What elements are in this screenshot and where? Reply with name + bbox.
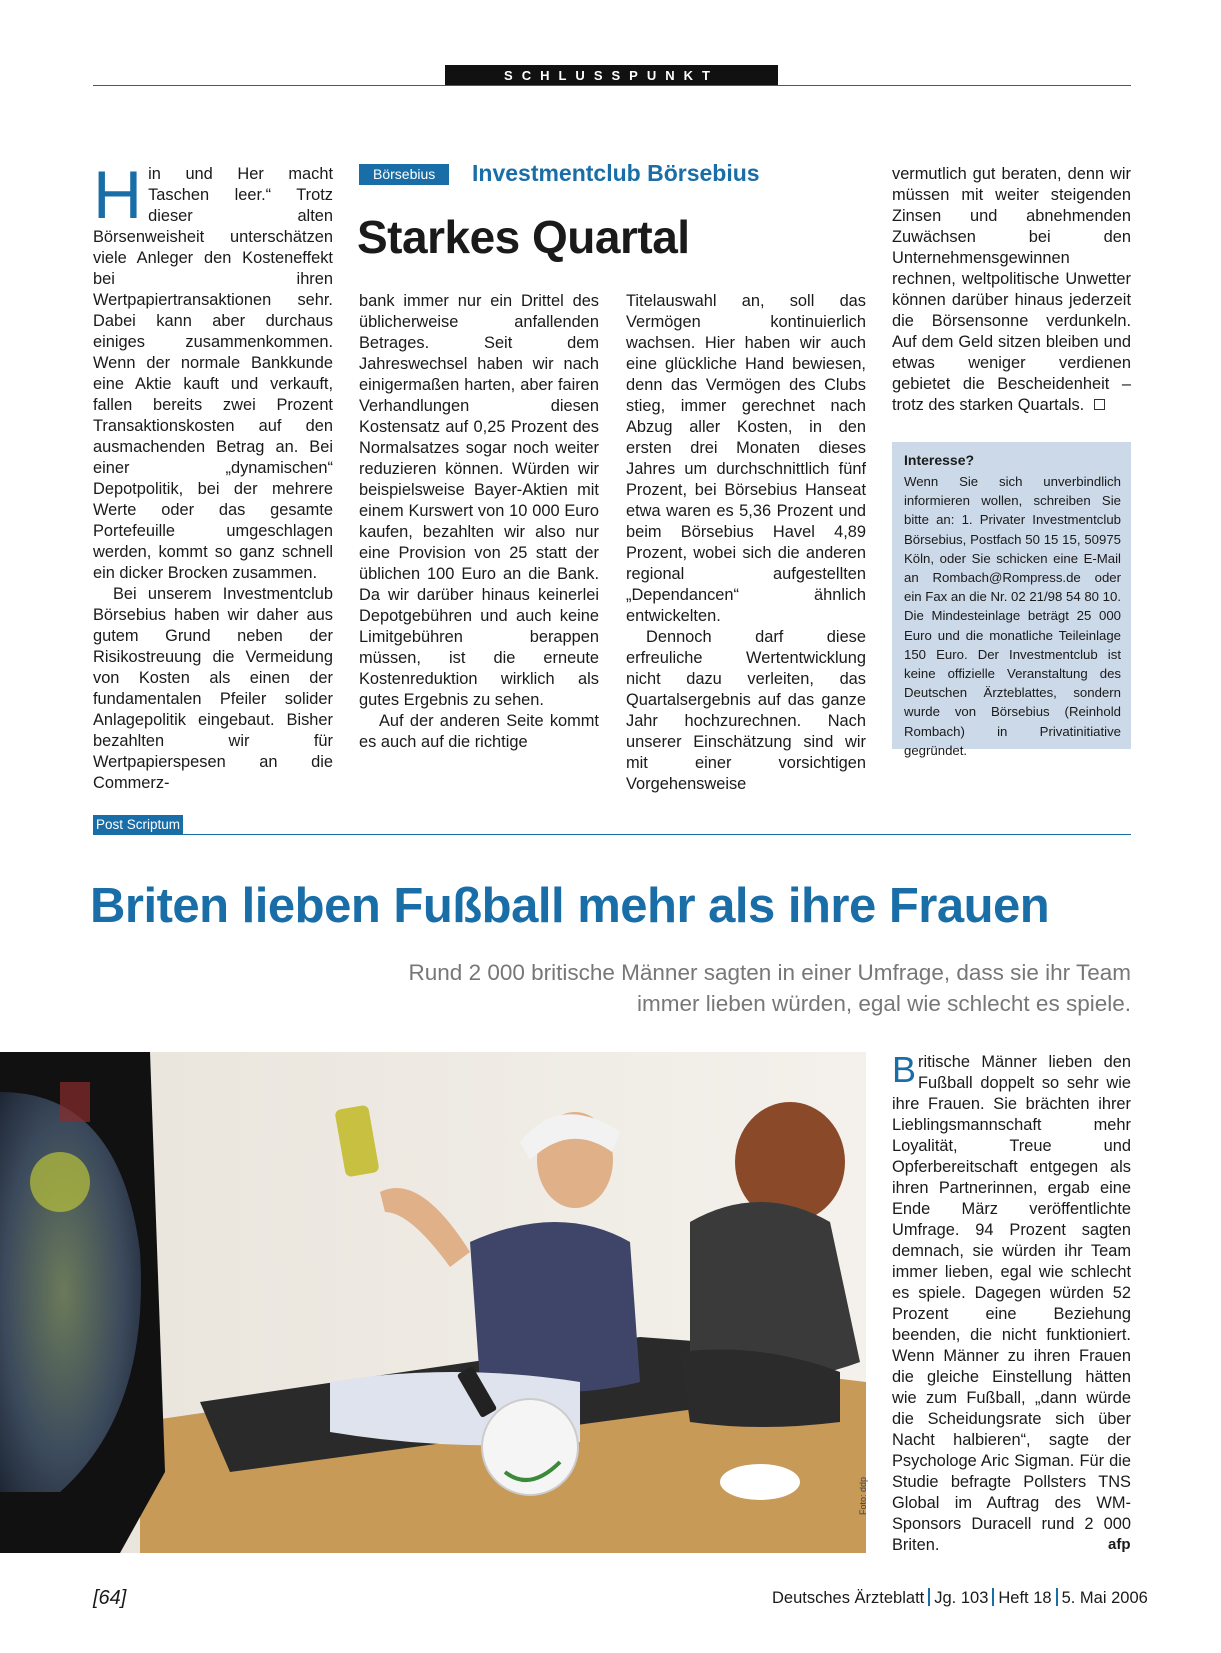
dropcap: H: [93, 157, 143, 233]
rubric-tag: Post Scriptum: [93, 815, 183, 835]
article-kicker: Investmentclub Börsebius: [472, 160, 760, 186]
paragraph: Dennoch darf diese erfreuliche Wertentwicklung nicht dazu verleiten, das Quartalsergebnis auf das ganze Jahr hochzurechnen. Nach unserer Einschätzung sind wir mit einer vorsichtigen Vorgehensweise: [626, 628, 866, 793]
paragraph: Titelauswahl an, soll das Vermögen kontinuierlich wachsen. Hier haben wir auch eine glückliche Hand bewiesen, denn das Vermögen des Clubs stieg, immer gerechnet nach Abzug aller Kosten, in den ersten drei Monaten dieses Jahres um durchschnittlich fünf Prozent, bei Börsebius Hanseat etwa waren es 5,36 Prozent und beim Börsebius Havel 4,89 Prozent, wobei sich die anderen regional aufgestellten „Dependancen“ ähnlich entwickelten.: [626, 292, 866, 625]
photo-credit: Foto: ddp: [858, 1476, 868, 1515]
page-number: [64]: [93, 1587, 127, 1609]
end-mark-icon: [1094, 399, 1105, 410]
article1-column-2: [359, 291, 599, 753]
article1-column-3: [626, 291, 866, 795]
info-box-text: Wenn Sie sich unverbindlich informieren wollen, schreiben Sie bitte an: 1. Privater Investmentclub Börsebius, Postfach 50 15 15, 50975 Köln, oder Sie schicken eine E-Mail an Rombach@Rompress.de oder ein Fax an die Nr. 02 21/98 54 80 10. Die Mindesteinlage beträgt 25 000 Euro und die monatliche Teileinlage 150 Euro. Der Investmentclub ist keine offizielle Veranstaltung des Deutschen Ärzteblattes, sondern wurde von Börsebius (Reinhold Rombach) in Privatinitiative gegründet.: [904, 474, 1122, 758]
article-teaser: Rund 2 000 britische Männer sagten in einer Umfrage, dass sie ihr Team immer lieben würden, egal wie schlecht es spiele.: [408, 960, 1131, 1016]
date: 5. Mai 2006: [1061, 1589, 1148, 1607]
separator: [1056, 1588, 1058, 1606]
paragraph: in und Her macht Taschen leer.“ Trotz dieser alten Börsenweisheit unterschätzen viele Anleger den Kosteneffekt bei ihren Wertpapiertransaktionen sehr. Dabei kann aber durchaus einiges zusammenkommen. Wenn der normale Bankkunde eine Aktie kauft und verkauft, fallen bereits zwei Prozent Transaktionskosten auf den ausmachenden Betrag an. Bei einer „dynamischen“ Depotpolitik, bei der mehrere Werte oder das gesamte Portefeuille umgeschlagen werden, kommt so ganz schnell ein dicker Brocken zusammen.: [93, 165, 333, 582]
source-credit: afp: [1108, 1536, 1131, 1553]
issue: Heft 18: [998, 1589, 1052, 1607]
header-rule: [93, 85, 1131, 86]
journal-name: Deutsches Ärzteblatt: [772, 1589, 925, 1607]
paragraph: ritische Männer lieben den Fußball doppelt so sehr wie ihre Frauen. Sie brächten ihrer Lieblingsmannschaft mehr Loyalität, Treue und Opferbereitschaft entgegen als ihren Partnerinnen, ergab eine Ende März veröffentlichte Umfrage. 94 Prozent sagten demnach, sie würden ihr Team immer lieben, egal wie schlecht es spiele. Dagegen würden 52 Prozent eine Beziehung beenden, die nicht funktioniert. Wenn Männer zu ihren Frauen die gleiche Einstellung hätten wie zum Fußball, „dann würde die Scheidungsrate sich über Nacht halbieren“, sagte der Psychologe Aric Sigman. Für die Studie befragte Pollsters TNS Global im Auftrag des WM-Sponsors Duracell rund 2 000 Briten.: [892, 1053, 1131, 1554]
paragraph: vermutlich gut beraten, denn wir müssen mit weiter steigenden Zinsen und abnehmenden Zuwächsen bei den Unternehmensgewinnen rechnen, weltpolitische Unwetter können darüber hinaus jederzeit die Börsensonne verdunkeln. Auf dem Geld sitzen bleiben und etwas weniger verdienen gebietet die Bescheidenheit – trotz des starken Quartals.: [892, 165, 1131, 414]
rubric-tag: Börsebius: [359, 164, 449, 185]
volume: Jg. 103: [934, 1589, 989, 1607]
section-rule: [93, 834, 1131, 835]
photo-illustration: [0, 1052, 866, 1553]
article-photo: [0, 1052, 866, 1553]
article-headline: Starkes Quartal: [357, 211, 690, 263]
footer-citation: [772, 1588, 1148, 1608]
article-headline: Briten lieben Fußball mehr als ihre Frauen: [90, 879, 1050, 933]
paragraph: Auf der anderen Seite kommt es auch auf die richtige: [359, 712, 599, 751]
paragraph: Bei unserem Investmentclub Börsebius haben wir daher aus gutem Grund neben der Risikostreuung die Vermeidung von Kosten als einen der fundamentalen Pfeiler solider Anlagepolitik eingebaut. Bisher bezahlten wir für Wertpapierspesen an die Commerz-: [93, 585, 333, 792]
dropcap: B: [892, 1049, 917, 1090]
article1-column-1: [93, 157, 333, 794]
article2-column: [892, 1049, 1131, 1556]
separator: [928, 1588, 930, 1606]
separator: [992, 1588, 994, 1606]
paragraph: bank immer nur ein Drittel des üblicherweise anfallenden Betrages. Seit dem Jahreswechsel haben wir nach einigermaßen harten, aber fairen Verhandlungen diesen Kostensatz auf 0,25 Prozent des Normalsatzes sogar noch weiter reduzieren können. Würden wir beispielsweise Bayer-Aktien mit einem Kurswert von 10 000 Euro kaufen, bezahlten wir also nur eine Provision von 25 statt der üblichen 100 Euro an die Bank. Da wir darüber hinaus keinerlei Depotgebühren und auch keine Limitgebühren berappen müssen, ist die erneute Kostenreduktion wirklich als gutes Ergebnis zu sehen.: [359, 292, 599, 709]
info-box-title: Interesse?: [904, 452, 975, 468]
article1-column-4: [892, 164, 1131, 416]
section-label: SCHLUSSPUNKT: [445, 65, 778, 86]
